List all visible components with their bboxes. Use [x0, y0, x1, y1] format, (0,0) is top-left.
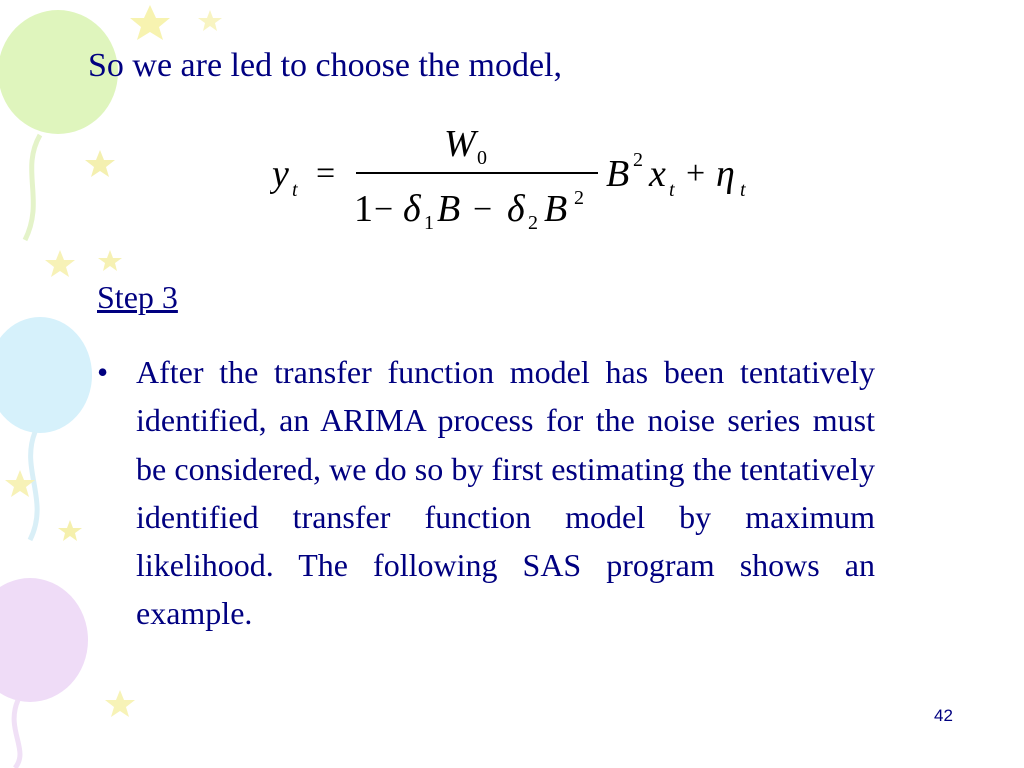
intro-text: So we are led to choose the model, [88, 47, 562, 84]
eq-rhs-B-sup: 2 [633, 149, 643, 171]
eq-lhs-var: y [272, 153, 289, 195]
star-decoration [58, 520, 82, 541]
eq-eta-sub: t [740, 179, 746, 201]
star-decoration [98, 250, 122, 271]
eq-den-delta1: δ [403, 188, 421, 230]
eq-den-minus1: − [374, 191, 394, 228]
purple-balloon-string [14, 700, 20, 768]
purple-balloon [0, 578, 88, 702]
eq-rhs-x-sub: t [669, 179, 675, 201]
eq-den-delta2: δ [507, 188, 525, 230]
blue-balloon-string [30, 432, 37, 540]
page-number: 42 [934, 706, 953, 725]
eq-num-var: W [444, 123, 476, 165]
eq-num-sub: 0 [477, 147, 487, 169]
eq-rhs-x: x [649, 153, 666, 195]
green-balloon-string [25, 135, 40, 240]
star-decoration [85, 150, 115, 177]
blue-balloon [0, 317, 92, 433]
eq-rhs-B: B [606, 153, 630, 195]
eq-eta: η [716, 153, 735, 195]
eq-den-delta2-sub: 2 [528, 212, 538, 234]
bullet-marker: • [97, 354, 109, 390]
eq-den-B2: B [544, 188, 568, 230]
eq-plus: + [686, 155, 706, 192]
eq-lhs-sub: t [292, 179, 298, 201]
step-heading: Step 3 [97, 279, 178, 315]
star-decoration [45, 250, 75, 277]
eq-den-B2-sup: 2 [574, 187, 584, 209]
eq-den-minus2: − [473, 191, 493, 228]
eq-den-delta1-sub: 1 [424, 212, 434, 234]
bullet-text: After the transfer function model has been tentatively identified, an ARIMA process for the noise series must be considered, we do so by first estimating the tentatively identified transfer function model by maximum likelihood. The following SAS program shows an example. [136, 354, 875, 632]
eq-den-B1: B [437, 188, 461, 230]
star-decoration [198, 10, 222, 31]
eq-den-one: 1 [354, 188, 373, 230]
star-decoration [105, 690, 135, 717]
eq-equals: = [316, 155, 336, 192]
model-equation [270, 118, 770, 238]
star-decoration [130, 5, 170, 40]
